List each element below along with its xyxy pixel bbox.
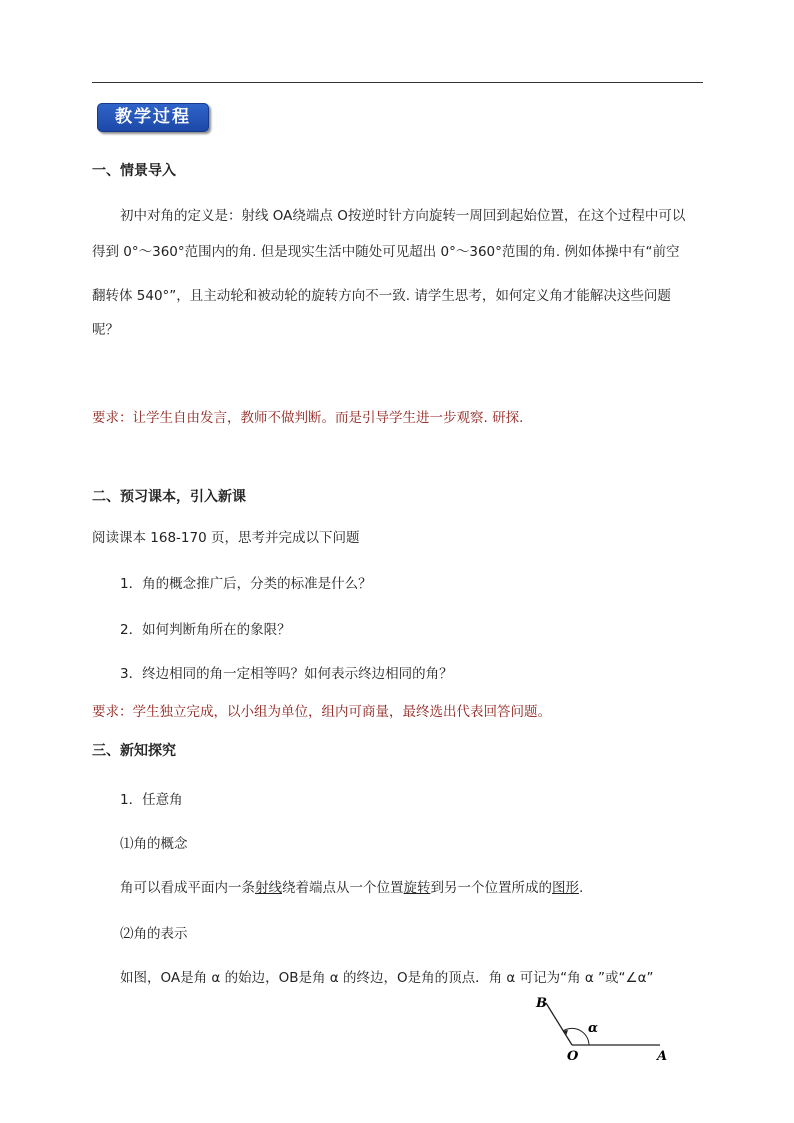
label-alpha: α [588, 1021, 599, 1036]
requirement-1: 要求：让学生自由发言，教师不做判断。而是引导学生进一步观察. 研探. [92, 410, 524, 426]
subsection-angle-concept: ⑴角的概念 [120, 836, 188, 852]
label-a: A [657, 1049, 668, 1064]
label-b: B [536, 996, 547, 1011]
intro-paragraph-line2: 得到 0°～360°范围内的角. 但是现实生活中随处可见超出 0°～360°范围的角. 例如体操中有“前空 [92, 244, 680, 260]
angle-figure [520, 985, 680, 1065]
subsection-angle-notation: ⑵角的表示 [120, 926, 188, 942]
intro-paragraph-line4: 呢？ [92, 322, 119, 338]
definition-blank-ray: 射线 [255, 880, 282, 896]
label-o: O [567, 1049, 579, 1064]
question-1: 1．角的概念推广后，分类的标准是什么？ [120, 576, 372, 592]
reading-instruction: 阅读课本 168-170 页，思考并完成以下问题 [92, 530, 360, 546]
question-3: 3．终边相同的角一定相等吗？如何表示终边相同的角？ [120, 666, 453, 682]
definition-text-b: 绕着端点从一个位置 [282, 880, 404, 896]
header-rule [92, 82, 703, 83]
definition-blank-rotate: 旋转 [403, 880, 431, 896]
definition-text-c: 到另一个位置所成的 [430, 880, 552, 896]
subsection-arbitrary-angle: 1．任意角 [120, 792, 183, 808]
section-title-3: 三、新知探究 [92, 743, 176, 759]
section-title-2: 二、预习课本，引入新课 [92, 489, 246, 505]
definition-text-a: 角可以看成平面内一条 [120, 880, 255, 896]
intro-paragraph-line1: 初中对角的定义是：射线 OA绕端点 O按逆时针方向旋转一周回到起始位置，在这个过程中可以 [120, 208, 686, 224]
definition-blank-figure: 图形 [552, 880, 579, 896]
angle-notation-text: 如图，OA是角 α 的始边，OB是角 α 的终边，O是角的顶点．角 α 可记为“角 α ”或“∠α” [120, 970, 654, 986]
question-2: 2．如何判断角所在的象限？ [120, 622, 291, 638]
arc-arrowhead [563, 1030, 568, 1036]
ray-ob [546, 1003, 572, 1045]
angle-definition [120, 876, 583, 896]
requirement-2: 要求：学生独立完成，以小组为单位，组内可商量，最终选出代表回答问题。 [92, 704, 551, 720]
section-title-1: 一、情景导入 [92, 163, 176, 179]
intro-paragraph-line3: 翻转体 540°”，且主动轮和被动轮的旋转方向不一致. 请学生思考，如何定义角才能解决这些问题 [92, 288, 671, 304]
definition-end: . [579, 880, 584, 896]
section-badge: 教学过程 [97, 103, 209, 132]
